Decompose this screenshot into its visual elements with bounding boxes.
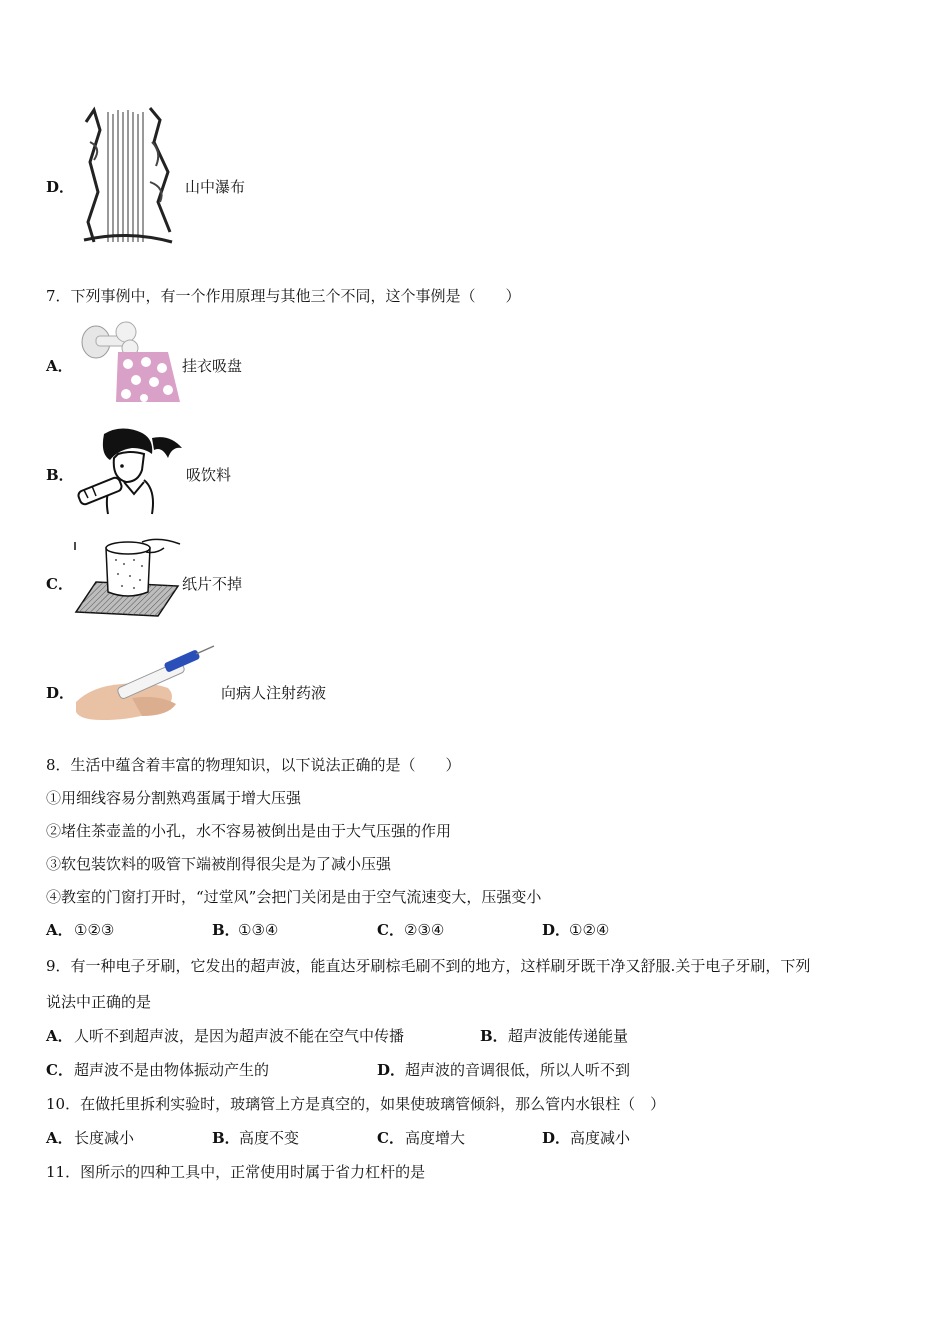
q8-statement-4: ④教室的门窗打开时，“过堂风”会把门关闭是由于空气流速变大，压强变小	[46, 888, 542, 906]
q7-option-a-text: 挂衣吸盘	[182, 357, 243, 375]
q10-choice-a-label: A．	[46, 1129, 73, 1147]
q8-choice-d-text: ①②④	[569, 921, 610, 939]
q10-choice-d-label: D．	[542, 1129, 571, 1147]
q7-option-c-text: 纸片不掉	[182, 575, 243, 593]
q10-choice-a-text: 长度减小	[74, 1129, 135, 1147]
q8-choice-b-text: ①③④	[238, 921, 279, 939]
q9-stem-line1: 9．有一种电子牙刷，它发出的超声波，能直达牙刷棕毛刷不到的地方，这样刷牙既干净又舒服.关于电子牙刷，下列	[46, 957, 811, 975]
q6-option-d-text: 山中瀑布	[185, 178, 246, 196]
q9-choice-a-text: 人听不到超声波，是因为超声波不能在空气中传播	[74, 1027, 405, 1045]
syringe-icon	[72, 644, 218, 722]
q10-stem: 10．在做托里拆利实验时，玻璃管上方是真空的，如果使玻璃管倾斜，那么管内水银柱（ ）	[46, 1095, 666, 1113]
q8-choice-b-label: B．	[212, 921, 240, 939]
q8-stem: 8．生活中蕴含着丰富的物理知识，以下说法正确的是（ ）	[46, 756, 461, 774]
girl-drinking-icon	[74, 424, 186, 516]
q8-statement-3: ③软包装饮料的吸管下端被削得很尖是为了减小压强	[46, 855, 392, 873]
q7-stem: 7．下列事例中，有一个作用原理与其他三个不同，这个事例是（ ）	[46, 287, 521, 305]
q10-choice-d-text: 高度减小	[570, 1129, 631, 1147]
q7-option-b-label: B．	[46, 466, 74, 484]
q7-option-c-label: C．	[46, 575, 73, 593]
q11-stem: 11．图所示的四种工具中，正常使用时属于省力杠杆的是	[46, 1163, 426, 1181]
q10-choice-c-text: 高度增大	[405, 1129, 466, 1147]
q9-choice-d-text: 超声波的音调很低，所以人听不到	[405, 1061, 631, 1079]
q8-choice-c-label: C．	[377, 921, 404, 939]
q10-choice-b-text: 高度不变	[239, 1129, 300, 1147]
q8-choice-c-text: ②③④	[404, 921, 445, 939]
q8-statement-1: ①用细线容易分割熟鸡蛋属于增大压强	[46, 789, 302, 807]
q9-choice-c-label: C．	[46, 1061, 73, 1079]
q10-choice-c-label: C．	[377, 1129, 404, 1147]
q9-choice-b-text: 超声波能传递能量	[508, 1027, 629, 1045]
waterfall-icon	[80, 102, 176, 248]
q6-option-d-label: D．	[46, 178, 75, 196]
q9-stem-line2: 说法中正确的是	[46, 993, 152, 1011]
q8-choice-a-label: A．	[46, 921, 73, 939]
q7-option-b-text: 吸饮料	[186, 466, 232, 484]
q10-choice-b-label: B．	[212, 1129, 240, 1147]
q7-option-d-text: 向病人注射药液	[221, 684, 327, 702]
q7-option-a-label: A．	[46, 357, 73, 375]
q9-choice-d-label: D．	[377, 1061, 406, 1079]
q9-choice-a-label: A．	[46, 1027, 73, 1045]
q8-choice-a-text: ①②③	[74, 921, 115, 939]
inverted-cup-paper-icon	[72, 534, 182, 618]
q9-choice-b-label: B．	[480, 1027, 508, 1045]
q7-option-d-label: D．	[46, 684, 75, 702]
q8-statement-2: ②堵住茶壶盖的小孔，水不容易被倒出是由于大气压强的作用	[46, 822, 452, 840]
q9-choice-c-text: 超声波不是由物体振动产生的	[74, 1061, 270, 1079]
q8-choice-d-label: D．	[542, 921, 571, 939]
suction-hook-icon	[80, 318, 182, 402]
